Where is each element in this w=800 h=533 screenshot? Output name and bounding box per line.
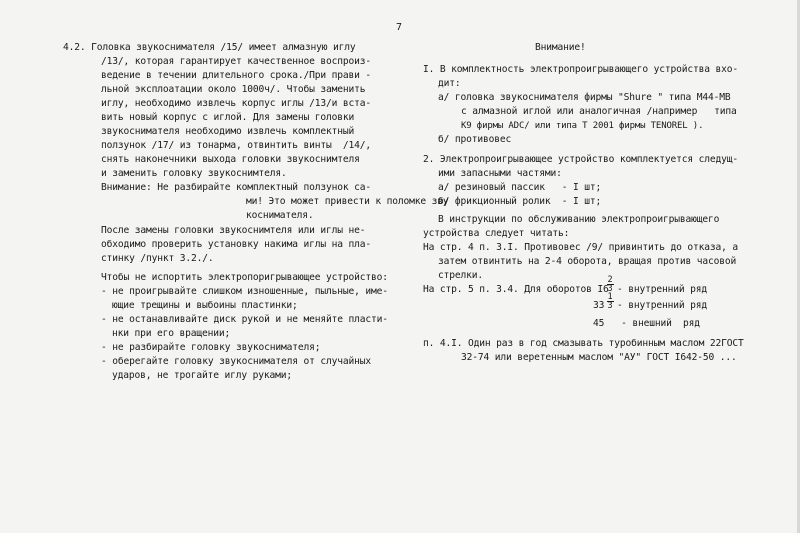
right-text-line: дит: xyxy=(438,78,461,89)
left-text-line: стинку /пункт 3.2./. xyxy=(101,253,214,264)
right-text-line: 33 xyxy=(593,300,605,311)
left-text-line: ползунок /17/ из тонарма, отвинтить винты /14/, xyxy=(101,140,372,151)
right-text-line: - внутренний ряд xyxy=(617,284,708,295)
right-text-line: 45 - внешний ряд xyxy=(593,318,700,329)
right-text-line: с алмазной иглой или аналогичная /например типа xyxy=(461,106,737,117)
right-text-line: а/ головка звукоснимателя фирмы "Shure " типа M44-MB xyxy=(438,92,731,103)
right-text-line: K9 фирмы ADC/ или типа T 2001 фирмы TENOREL ). xyxy=(461,121,704,131)
right-text-line: ими запасными частями: xyxy=(438,168,562,179)
fraction-numerator: 2 xyxy=(607,275,613,285)
right-text-line: устройства следует читать: xyxy=(423,228,570,239)
fraction-denominator: 3 xyxy=(607,301,613,311)
left-text-line: обходимо проверить установку накима иглы на пла- xyxy=(101,239,372,250)
right-text-line: В инструкции по обслуживанию электропроигрывающего xyxy=(438,214,720,225)
right-text-line: На стр. 4 п. 3.I. Противовес /9/ привинтить до отказа, а xyxy=(423,242,739,253)
left-text-line: /13/, которая гарантирует качественное воспроиз- xyxy=(101,56,372,67)
right-text-line: п. 4.I. Один раз в год смазывать туробинным маслом 22ГОСТ xyxy=(423,338,744,349)
left-text-line: Внимание: Не разбирайте комплектный ползунок са- xyxy=(101,182,372,193)
left-text-line: - не останавливайте диск рукой и не меняйте пласти- xyxy=(101,314,388,325)
fraction-numerator: 1 xyxy=(607,292,613,302)
left-text-line: ми! Это может привести к поломке зву xyxy=(246,196,449,207)
left-text-line: ющие трещины и выбоины пластинки; xyxy=(112,300,298,311)
left-text-line: - не проигрывайте слишком изношенные, пыльные, име- xyxy=(101,286,388,297)
fraction xyxy=(606,276,614,293)
left-text-line: нки при его вращении; xyxy=(112,328,231,339)
left-text-line: иглу, необходимо извлечь корпус иглы /13/и вста- xyxy=(101,98,372,109)
right-text-line: 2. Электропроигрывающее устройство комплектуется следущ- xyxy=(423,154,739,165)
left-text-line: - оберегайте головку звукоснимателя от случайных xyxy=(101,356,372,367)
right-text-line: 32-74 или веретенным маслом "АУ" ГОСТ I642-50 ... xyxy=(461,352,737,363)
left-text-line: Чтобы не испортить электропоригрывающее устройство: xyxy=(101,272,388,283)
right-text-line: б/ фрикционный ролик - I шт; xyxy=(438,196,602,207)
right-text-line: б/ противовес xyxy=(438,134,512,145)
left-text-line: ведение в течении длительного срока./При прави - xyxy=(101,70,372,81)
right-text-line: - внутренний ряд xyxy=(617,300,708,311)
fraction xyxy=(606,293,614,310)
fraction-denominator: 3 xyxy=(607,284,613,294)
right-text-line: а/ резиновый пассик - I шт; xyxy=(438,182,602,193)
left-text-line: - не разбирайте головку звукоснимателя; xyxy=(101,342,321,353)
right-text-line: На стр. 5 п. 3.4. Для оборотов I6 xyxy=(423,284,609,295)
left-text-line: коснимателя. xyxy=(246,210,314,221)
left-text-line: После замены головки звукоснимтеля или иглы не- xyxy=(101,225,366,236)
right-text-line: затем отвинтить на 2-4 оборота, вращая против часовой xyxy=(438,256,737,267)
left-text-line: снять наконечники выхода головки звукоснимтеля xyxy=(101,154,360,165)
left-text-line: 4.2. Головка звукоснимателя /15/ имеет алмазную иглу xyxy=(63,42,356,53)
left-text-line: и заменить головку звукоснимтеля. xyxy=(101,168,287,179)
left-text-line: ударов, не трогайте иглу руками; xyxy=(112,370,293,381)
left-text-line: льной эксплоатации около 1000ч/. Чтобы заменить xyxy=(101,84,366,95)
right-text-line: стрелки. xyxy=(438,270,484,281)
left-text-line: звукоснимателя необходимо извлечь комплектный xyxy=(101,126,355,137)
right-text-line: I. В комплектность электропроигрывающего устройства вхо- xyxy=(423,64,739,75)
attention-heading: Внимание! xyxy=(535,42,586,53)
page-number: 7 xyxy=(396,22,403,33)
left-text-line: вить новый корпус с иглой. Для замены головки xyxy=(101,112,355,123)
